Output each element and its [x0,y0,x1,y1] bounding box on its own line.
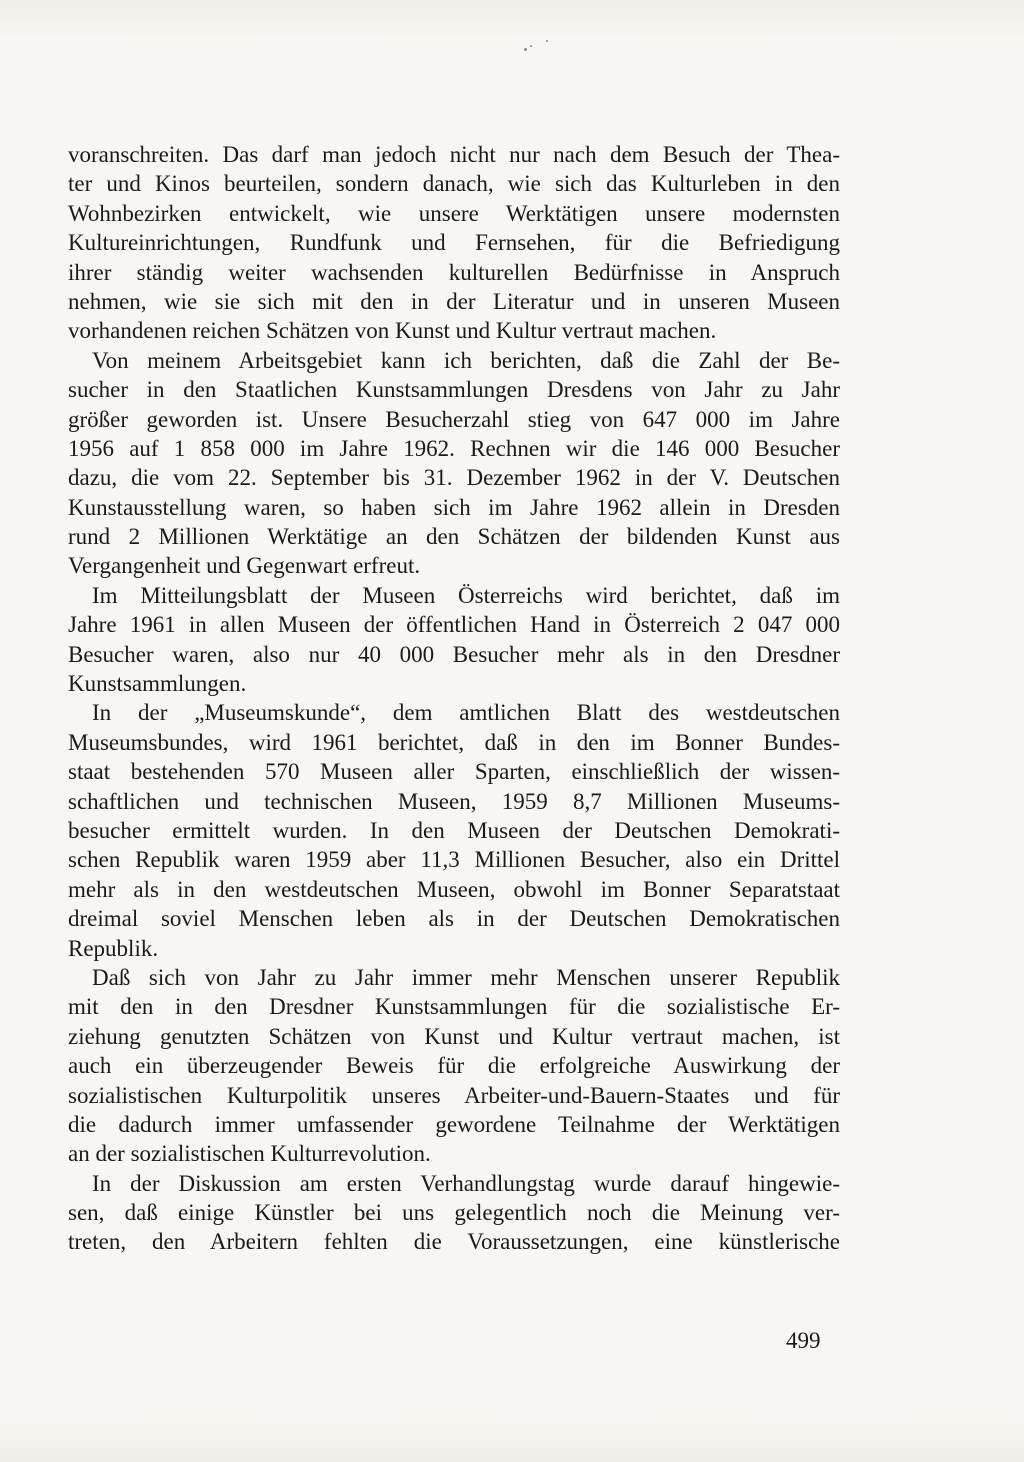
text-line: ter und Kinos beurteilen, sondern danach, wie sich das Kulturleben in den [68,171,840,197]
text-line: staat bestehenden 570 Museen aller Sparten, einschließlich der wissen- [68,759,840,785]
text-line: 1956 auf 1 858 000 im Jahre 1962. Rechnen wir die 146 000 Besucher [68,435,840,461]
text-line: ziehung genutzten Schätzen von Kunst und Kultur vertraut machen, ist [68,1023,840,1049]
paragraph [68,581,840,699]
dust-speck [546,40,548,42]
text-line: größer geworden ist. Unsere Besucherzahl stieg von 647 000 im Jahre [68,406,840,432]
text-line: In der „Museumskunde“, dem amtlichen Blatt des westdeutschen [92,700,840,726]
text-line: sozialistischen Kulturpolitik unseres Arbeiter-und-Bauern-Staates und für [68,1082,840,1108]
text-line: Daß sich von Jahr zu Jahr immer mehr Menschen unserer Republik [92,964,840,990]
text-line: mehr als in den westdeutschen Museen, obwohl im Bonner Separatstaat [68,876,840,902]
text-line: Jahre 1961 in allen Museen der öffentlichen Hand in Österreich 2 047 000 [68,612,840,638]
paragraph [68,963,840,1169]
text-line: schen Republik waren 1959 aber 11,3 Millionen Besucher, also ein Drittel [68,847,840,873]
text-line: In der Diskussion am ersten Verhandlungstag wurde darauf hingewie- [92,1170,840,1196]
text-line: treten, den Arbeitern fehlten die Voraussetzungen, eine künstlerische [68,1229,840,1255]
paragraph [68,346,840,581]
dust-speck [524,48,527,51]
text-line: Republik. [68,935,159,961]
text-line: rund 2 Millionen Werktätige an den Schätzen der bildenden Kunst aus [68,524,840,550]
text-line: auch ein überzeugender Beweis für die erfolgreiche Auswirkung der [68,1053,840,1079]
text-line: besucher ermittelt wurden. In den Museen der Deutschen Demokrati- [68,817,840,843]
text-line: mit den in den Dresdner Kunstsammlungen für die sozialistische Er- [68,994,840,1020]
text-line: Kultureinrichtungen, Rundfunk und Fernsehen, für die Befriedigung [68,230,840,256]
text-line: an der sozialistischen Kulturrevolution. [68,1141,431,1167]
text-line: dreimal soviel Menschen leben als in der Deutschen Demokratischen [68,906,840,932]
text-line: voranschreiten. Das darf man jedoch nicht nur nach dem Besuch der Thea- [68,142,840,167]
dust-speck [530,45,532,47]
paragraph [68,140,840,346]
text-line: sucher in den Staatlichen Kunstsammlungen Dresdens von Jahr zu Jahr [68,377,840,403]
text-line: Museumsbundes, wird 1961 berichtet, daß in den im Bonner Bundes- [68,729,840,755]
body-text [68,140,840,1257]
text-line: die dadurch immer umfassender gewordene Teilnahme der Werktätigen [68,1111,840,1137]
text-line: sen, daß einige Künstler bei uns gelegentlich noch die Meinung ver- [68,1200,840,1226]
text-line: Besucher waren, also nur 40 000 Besucher mehr als in den Dresdner [68,641,840,667]
text-line: Im Mitteilungsblatt der Museen Österreichs wird berichtet, daß im [92,582,840,608]
page-number: 499 [786,1328,821,1353]
text-line: vorhandenen reichen Schätzen von Kunst und Kultur vertraut machen. [68,318,717,344]
text-line: dazu, die vom 22. September bis 31. Dezember 1962 in der V. Deutschen [68,465,840,491]
paragraph [68,698,840,963]
text-line: Kunstausstellung waren, so haben sich im Jahre 1962 allein in Dresden [68,494,840,520]
text-line: nehmen, wie sie sich mit den in der Literatur und in unseren Museen [68,288,840,314]
text-line: ihrer ständig weiter wachsenden kulturellen Bedürfnisse in Anspruch [68,259,840,285]
text-line: schaftlichen und technischen Museen, 1959 8,7 Millionen Museums- [68,788,840,814]
text-line: Vergangenheit und Gegenwart erfreut. [68,553,421,579]
paragraph [68,1169,840,1257]
text-line: Von meinem Arbeitsgebiet kann ich berichten, daß die Zahl der Be- [92,347,840,373]
text-line: Wohnbezirken entwickelt, wie unsere Werktätigen unsere modernsten [68,200,840,226]
text-line: Kunstsammlungen. [68,671,247,697]
